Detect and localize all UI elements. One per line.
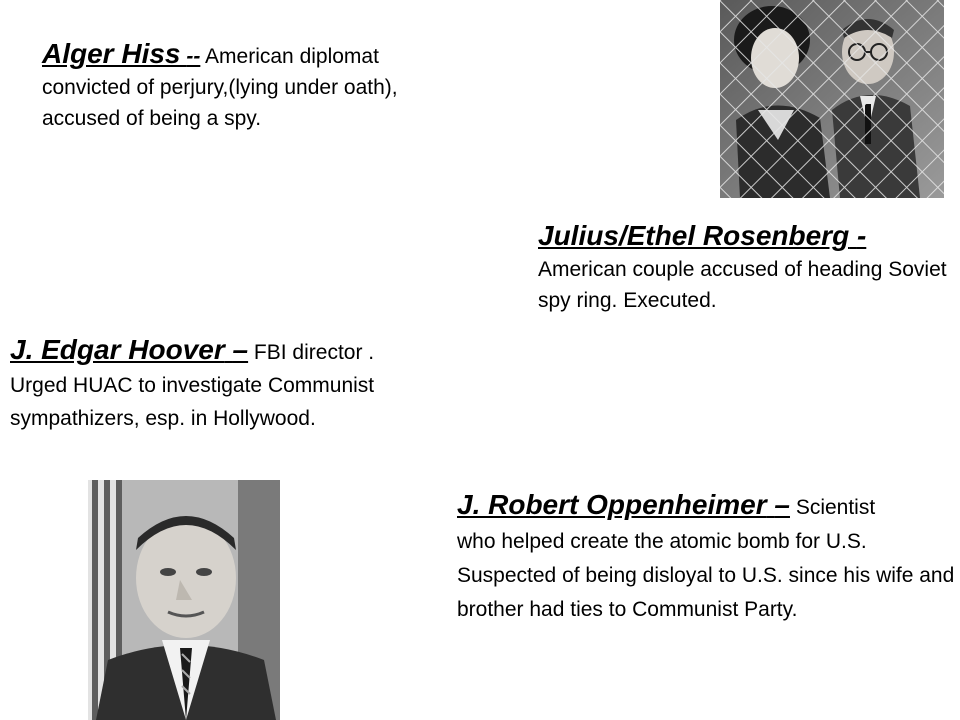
- rosenberg-photo-image: [720, 0, 944, 198]
- hoover-block: [10, 333, 490, 435]
- rosenberg-description: American couple accused of heading Soviet spy ring. Executed.: [538, 258, 947, 312]
- rosenberg-block: [538, 220, 958, 316]
- alger-hiss-name: Alger Hiss: [42, 38, 181, 69]
- oppenheimer-lead: Scientist: [789, 496, 876, 519]
- hoover-description: Urged HUAC to investigate Communist sympathizers, esp. in Hollywood.: [10, 374, 375, 430]
- hoover-separator: –: [232, 334, 249, 365]
- rosenberg-photo: [720, 0, 944, 198]
- oppenheimer-name: J. Robert Oppenheimer: [457, 489, 767, 520]
- hoover-lead: FBI director .: [248, 341, 375, 364]
- oppenheimer-separator: –: [774, 489, 790, 520]
- rosenberg-name: Julius/Ethel Rosenberg: [538, 220, 850, 251]
- alger-hiss-block: [42, 38, 462, 134]
- hoover-photo: [88, 480, 280, 720]
- alger-hiss-separator: --: [186, 45, 201, 68]
- oppenheimer-block: [457, 488, 957, 627]
- hoover-photo-image: [88, 480, 280, 720]
- oppenheimer-description: who helped create the atomic bomb for U.S. Suspected of being disloyal to U.S. since his wife and brother had ties to Communist Party.: [457, 530, 955, 621]
- alger-hiss-lead: American: [200, 45, 294, 68]
- alger-hiss-description: diplomat convicted of perjury,(lying under oath), accused of being a spy.: [42, 45, 398, 130]
- rosenberg-separator: -: [856, 220, 867, 251]
- hoover-name: J. Edgar Hoover: [10, 334, 225, 365]
